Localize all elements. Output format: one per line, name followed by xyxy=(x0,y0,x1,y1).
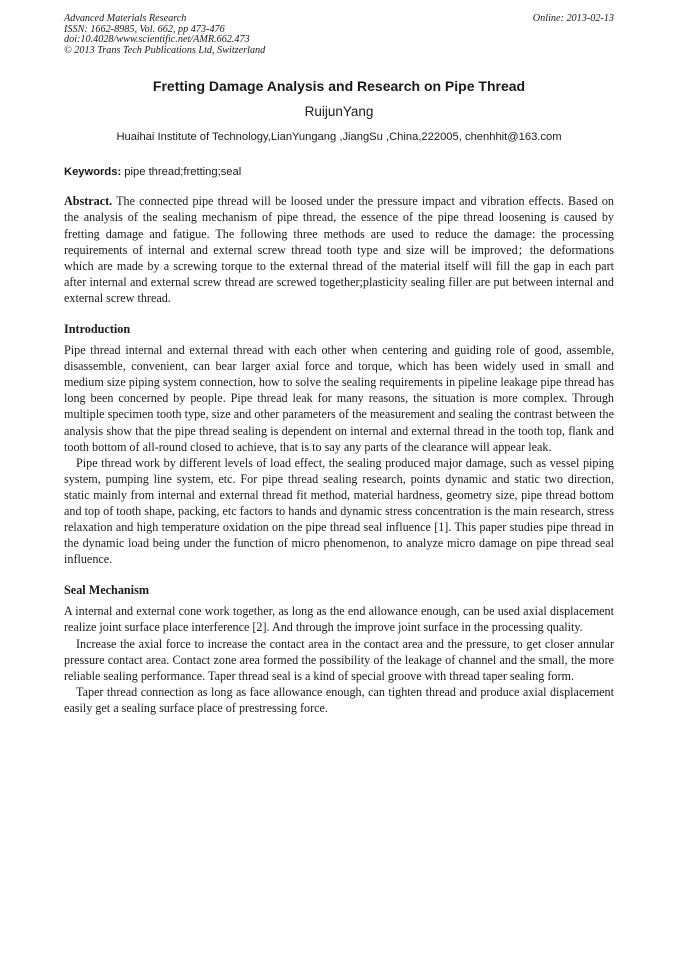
introduction-paragraph-2: Pipe thread work by different levels of load effect, the sealing produced major damage, such as vessel piping system, pumping line system, etc. For pipe thread sealing research, points dynamic and static two direction, static mainly from internal and external thread fit method, material hardness, geometry size, pipe thread bottom and top of tooth shape, packing, etc factors to hands and dynamic stress concentration is the main research, stress relaxation and high temperature oxidation on the pipe thread seal influence [1]. This paper studies pipe thread in the dynamic load being under the function of micro phenomenon, to analyze micro damage on pipe thread seal influence. xyxy=(64,455,614,567)
introduction-paragraph-1: Pipe thread internal and external thread with each other when centering and guiding role of good, assemble, disassemble, convenient, can bear larger axial force and torque, which has been widely used in small and medium size piping system connection, how to solve the sealing requirements in pipeline leakage pipe thread has long been concerned by people. Pipe thread leak for many reasons, the situation is more complex. Through multiple specimen tooth type, size and other parameters of the measurement and sealing the contrast between the analysis show that the pipe thread sealing is dependent on internal and external thread in the tooth top, flank and tooth bottom of all-round closed to achieve, that is to say any parts of the clearance will appear leak. xyxy=(64,343,614,454)
seal-mechanism-heading: Seal Mechanism xyxy=(64,583,149,598)
copyright-line: © 2013 Trans Tech Publications Ltd, Switzerland xyxy=(64,44,266,56)
affiliation: Huaihai Institute of Technology,LianYungang ,JiangSu ,China,222005, chenhhit@163.com xyxy=(116,131,562,144)
paper-title: Fretting Damage Analysis and Research on Pipe Thread xyxy=(152,78,526,95)
abstract-paragraph xyxy=(64,193,614,306)
abstract-label: Abstract. xyxy=(64,194,113,209)
abstract-text: The connected pipe thread will be loosed under the pressure impact and vibration effects. Based on the analysis of the sealing mechanism of pipe thread, the essence of the pipe thread loosening is caused by fretting damage and fatigue. The following three methods are used to reduce the damage: the processing requirements of internal and external screw thread tooth type and size will be improved；the deformations which are made by a screwing torque to the external thread of the material itself will fill the gap in each part after internal and external screw thread are screwed together;plasticity sealing filler are put between internal and external screw thread. xyxy=(64,194,614,305)
doi-line[interactable]: doi:10.4028/www.scientific.net/AMR.662.473 xyxy=(64,34,250,46)
keywords-text: pipe thread;fretting;seal xyxy=(121,166,242,179)
seal-paragraph-1: A internal and external cone work together, as long as the end allowance enough, can be used axial displacement realize joint surface place interference [2]. And through the improve joint surface in the processing quality. xyxy=(64,604,614,635)
keywords xyxy=(64,166,614,178)
seal-paragraph-2: Increase the axial force to increase the contact area in the contact area and the pressure, to get closer annular pressure contact area. Contact zone area formed the possibility of the leakage of channel and the small, the more reliable sealing performance. Taper thread seal is a kind of special groove with thread taper sealing form. xyxy=(64,636,614,683)
issn-line: ISSN: 1662-8985, Vol. 662, pp 473-476 xyxy=(64,23,225,35)
introduction-heading: Introduction xyxy=(64,322,131,337)
author-name: RuijunYang xyxy=(304,104,374,120)
journal-header xyxy=(64,14,614,56)
keywords-label: Keywords: xyxy=(64,166,122,179)
paper-page xyxy=(64,14,614,716)
journal-name: Advanced Materials Research xyxy=(64,13,187,24)
seal-paragraph-3: Taper thread connection as long as face allowance enough, can tighten thread and produce axial displacement easily get a sealing surface place of prestressing force. xyxy=(64,684,614,715)
online-date: Online: 2013-02-13 xyxy=(532,13,614,24)
